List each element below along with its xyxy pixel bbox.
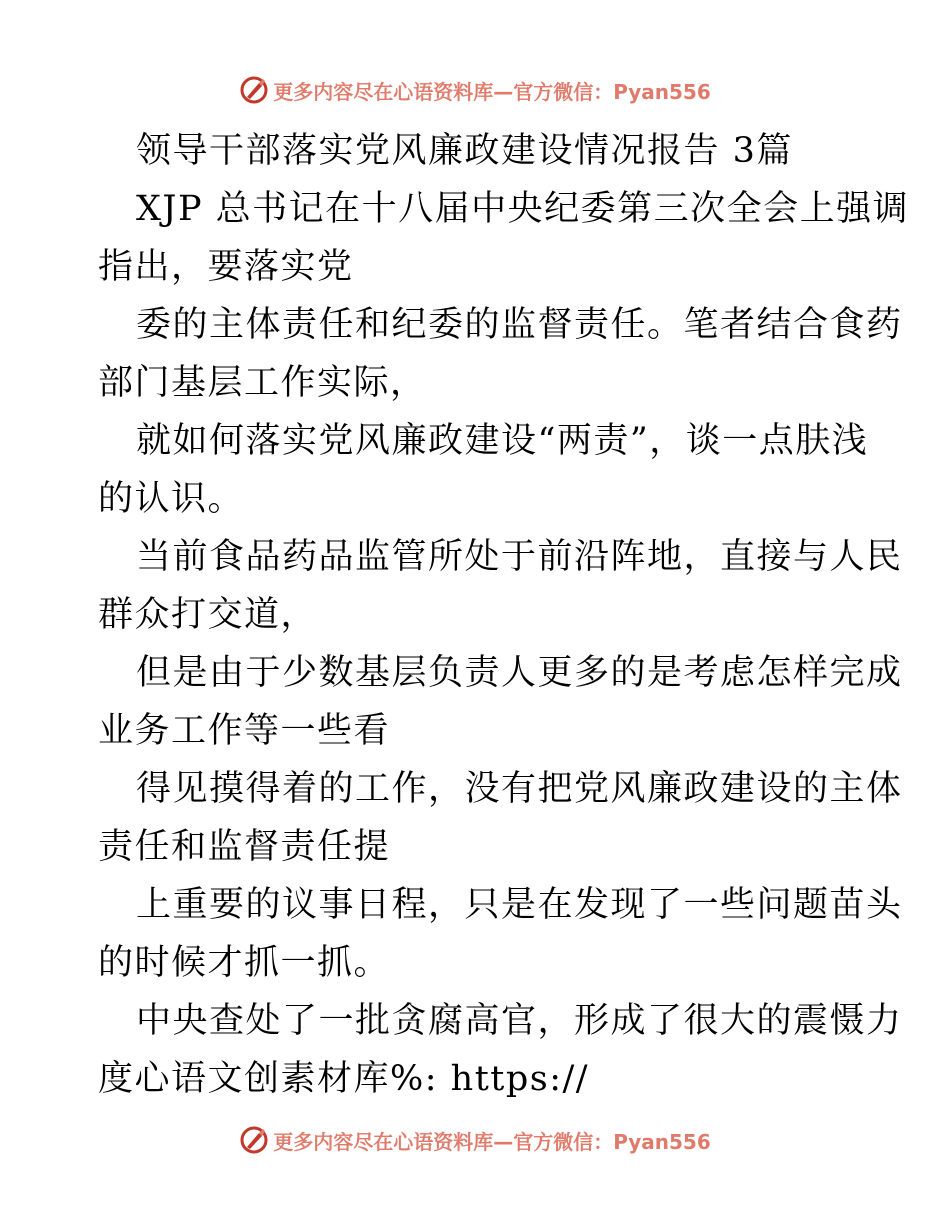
footer-watermark-text: 更多内容尽在心语资料库—官方微信：Pyan556 [273, 1129, 711, 1154]
paragraph-line: 部门基层工作实际， [98, 363, 427, 403]
paragraph-line: XJP 总书记在十八届中央纪委第三次全会上强调 [136, 189, 910, 229]
paragraph-line: 业务工作等一些看 [98, 711, 391, 751]
paragraph-line: 但是由于少数基层负责人更多的是考虑怎样完成 [136, 653, 903, 693]
paragraph-line: 上重要的议事日程，只是在发现了一些问题苗头 [136, 885, 903, 925]
paragraph-line: 中央查处了一批贪腐高官，形成了很大的震慑力 [136, 1001, 903, 1041]
paragraph-line: 度心语文创素材库%: https:// [98, 1059, 590, 1099]
paragraph-line: 责任和监督责任提 [98, 827, 391, 867]
paragraph-line: 委的主体责任和纪委的监督责任。笔者结合食药 [136, 305, 903, 345]
quill-pen-circle-icon [239, 75, 269, 105]
paragraph-line: 得见摸得着的工作，没有把党风廉政建设的主体 [136, 769, 903, 809]
header-watermark-text: 更多内容尽在心语资料库—官方微信：Pyan556 [273, 79, 711, 104]
paragraph-line: 的认识。 [98, 479, 245, 519]
paragraph-line: 当前食品药品监管所处于前沿阵地，直接与人民 [136, 537, 903, 577]
paragraph-line: 群众打交道， [98, 595, 318, 635]
footer-watermark-banner [0, 1120, 950, 1160]
header-watermark-banner [0, 70, 950, 110]
paragraph-line: 就如何落实党风廉政建设“两责”，谈一点肤浅 [136, 421, 869, 461]
quill-pen-circle-icon [239, 1125, 269, 1155]
document-body [98, 122, 910, 1108]
paragraph-line: 的时候才抓一抓。 [98, 943, 391, 983]
document-title: 领导干部落实党风廉政建设情况报告 3篇 [136, 131, 793, 171]
paragraph-line: 指出，要落实党 [98, 247, 354, 287]
